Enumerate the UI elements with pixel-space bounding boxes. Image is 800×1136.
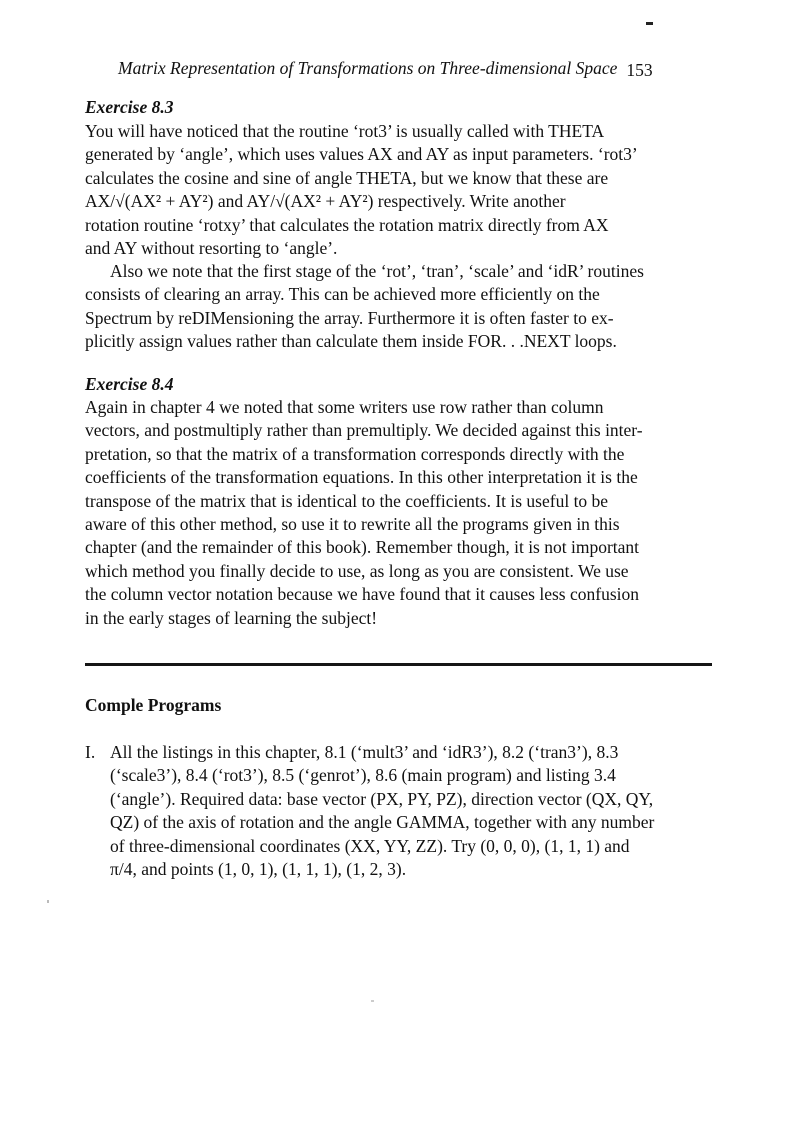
text-line: aware of this other method, so use it to rewrite all the programs given in this: [85, 514, 620, 535]
text-line: plicitly assign values rather than calculate them inside FOR. . .NEXT loops.: [85, 331, 617, 352]
page-number: 153: [626, 60, 653, 80]
scan-speck-dash: [646, 22, 653, 25]
text-line: QZ) of the axis of rotation and the angle GAMMA, together with any number: [110, 812, 655, 833]
text-line: (‘scale3’), 8.4 (‘rot3’), 8.5 (‘genrot’), 8.6 (main program) and listing 3.4: [110, 765, 616, 786]
scan-speck: [47, 900, 49, 903]
scan-speck: [371, 1000, 374, 1002]
programs-list-item: [85, 741, 717, 881]
text-line: Spectrum by reDIMensioning the array. Furthermore it is often faster to ex-: [85, 307, 614, 328]
text-line: Also we note that the first stage of the ‘rot’, ‘tran’, ‘scale’ and ‘idR’ routines: [110, 261, 644, 281]
running-head: [118, 58, 738, 79]
text-line: All the listings in this chapter, 8.1 (‘mult3’ and ‘idR3’), 8.2 (‘tran3’), 8.3: [110, 742, 619, 762]
text-line: of three-dimensional coordinates (XX, YY, ZZ). Try (0, 0, 0), (1, 1, 1) and: [110, 835, 630, 856]
text-line: generated by ‘angle’, which uses values AX and AY as input parameters. ‘rot3’: [85, 144, 638, 165]
text-line: pretation, so that the matrix of a transformation corresponds directly with the: [85, 443, 625, 464]
exercise-8-3-paragraph-1: [85, 120, 717, 260]
programs-heading: Comple Programs: [85, 695, 222, 715]
text-line: calculates the cosine and sine of angle THETA, but we know that these are: [85, 167, 609, 188]
text-line: rotation routine ‘rotxy’ that calculates the rotation matrix directly from AX: [85, 214, 609, 235]
section-divider-rule: [85, 663, 712, 666]
text-line: consists of clearing an array. This can be achieved more efficiently on the: [85, 284, 600, 305]
text-line: which method you finally decide to use, as long as you are consistent. We use: [85, 560, 629, 581]
text-line: in the early stages of learning the subject!: [85, 607, 378, 628]
text-line: AX/√(AX² + AY²) and AY/√(AX² + AY²) respectively. Write another: [85, 191, 566, 212]
text-line: transpose of the matrix that is identical to the coefficients. It is useful to be: [85, 490, 609, 511]
text-line: You will have noticed that the routine ‘rot3’ is usually called with THETA: [85, 121, 605, 141]
exercise-8-4-heading: Exercise 8.4: [85, 374, 174, 394]
text-line: the column vector notation because we have found that it causes less confusion: [85, 584, 640, 605]
text-line: chapter (and the remainder of this book). Remember though, it is not important: [85, 537, 640, 558]
text-line: π/4, and points (1, 0, 1), (1, 1, 1), (1, 2, 3).: [110, 859, 407, 880]
text-line: coefficients of the transformation equations. In this other interpretation it is the: [85, 467, 638, 488]
running-head-title: Matrix Representation of Transformations on Three-dimensional Space: [118, 58, 618, 78]
text-line: (‘angle’). Required data: base vector (PX, PY, PZ), direction vector (QX, QY,: [110, 788, 654, 809]
exercise-8-3-heading: Exercise 8.3: [85, 97, 174, 117]
text-line: Again in chapter 4 we noted that some writers use row rather than column: [85, 397, 604, 417]
list-item-marker: I.: [85, 742, 96, 762]
exercise-8-3-paragraph-2: [85, 260, 717, 354]
text-line: and AY without resorting to ‘angle’.: [85, 238, 338, 259]
exercise-8-4-paragraph: [85, 396, 717, 630]
text-line: vectors, and postmultiply rather than premultiply. We decided against this inter-: [85, 420, 643, 441]
